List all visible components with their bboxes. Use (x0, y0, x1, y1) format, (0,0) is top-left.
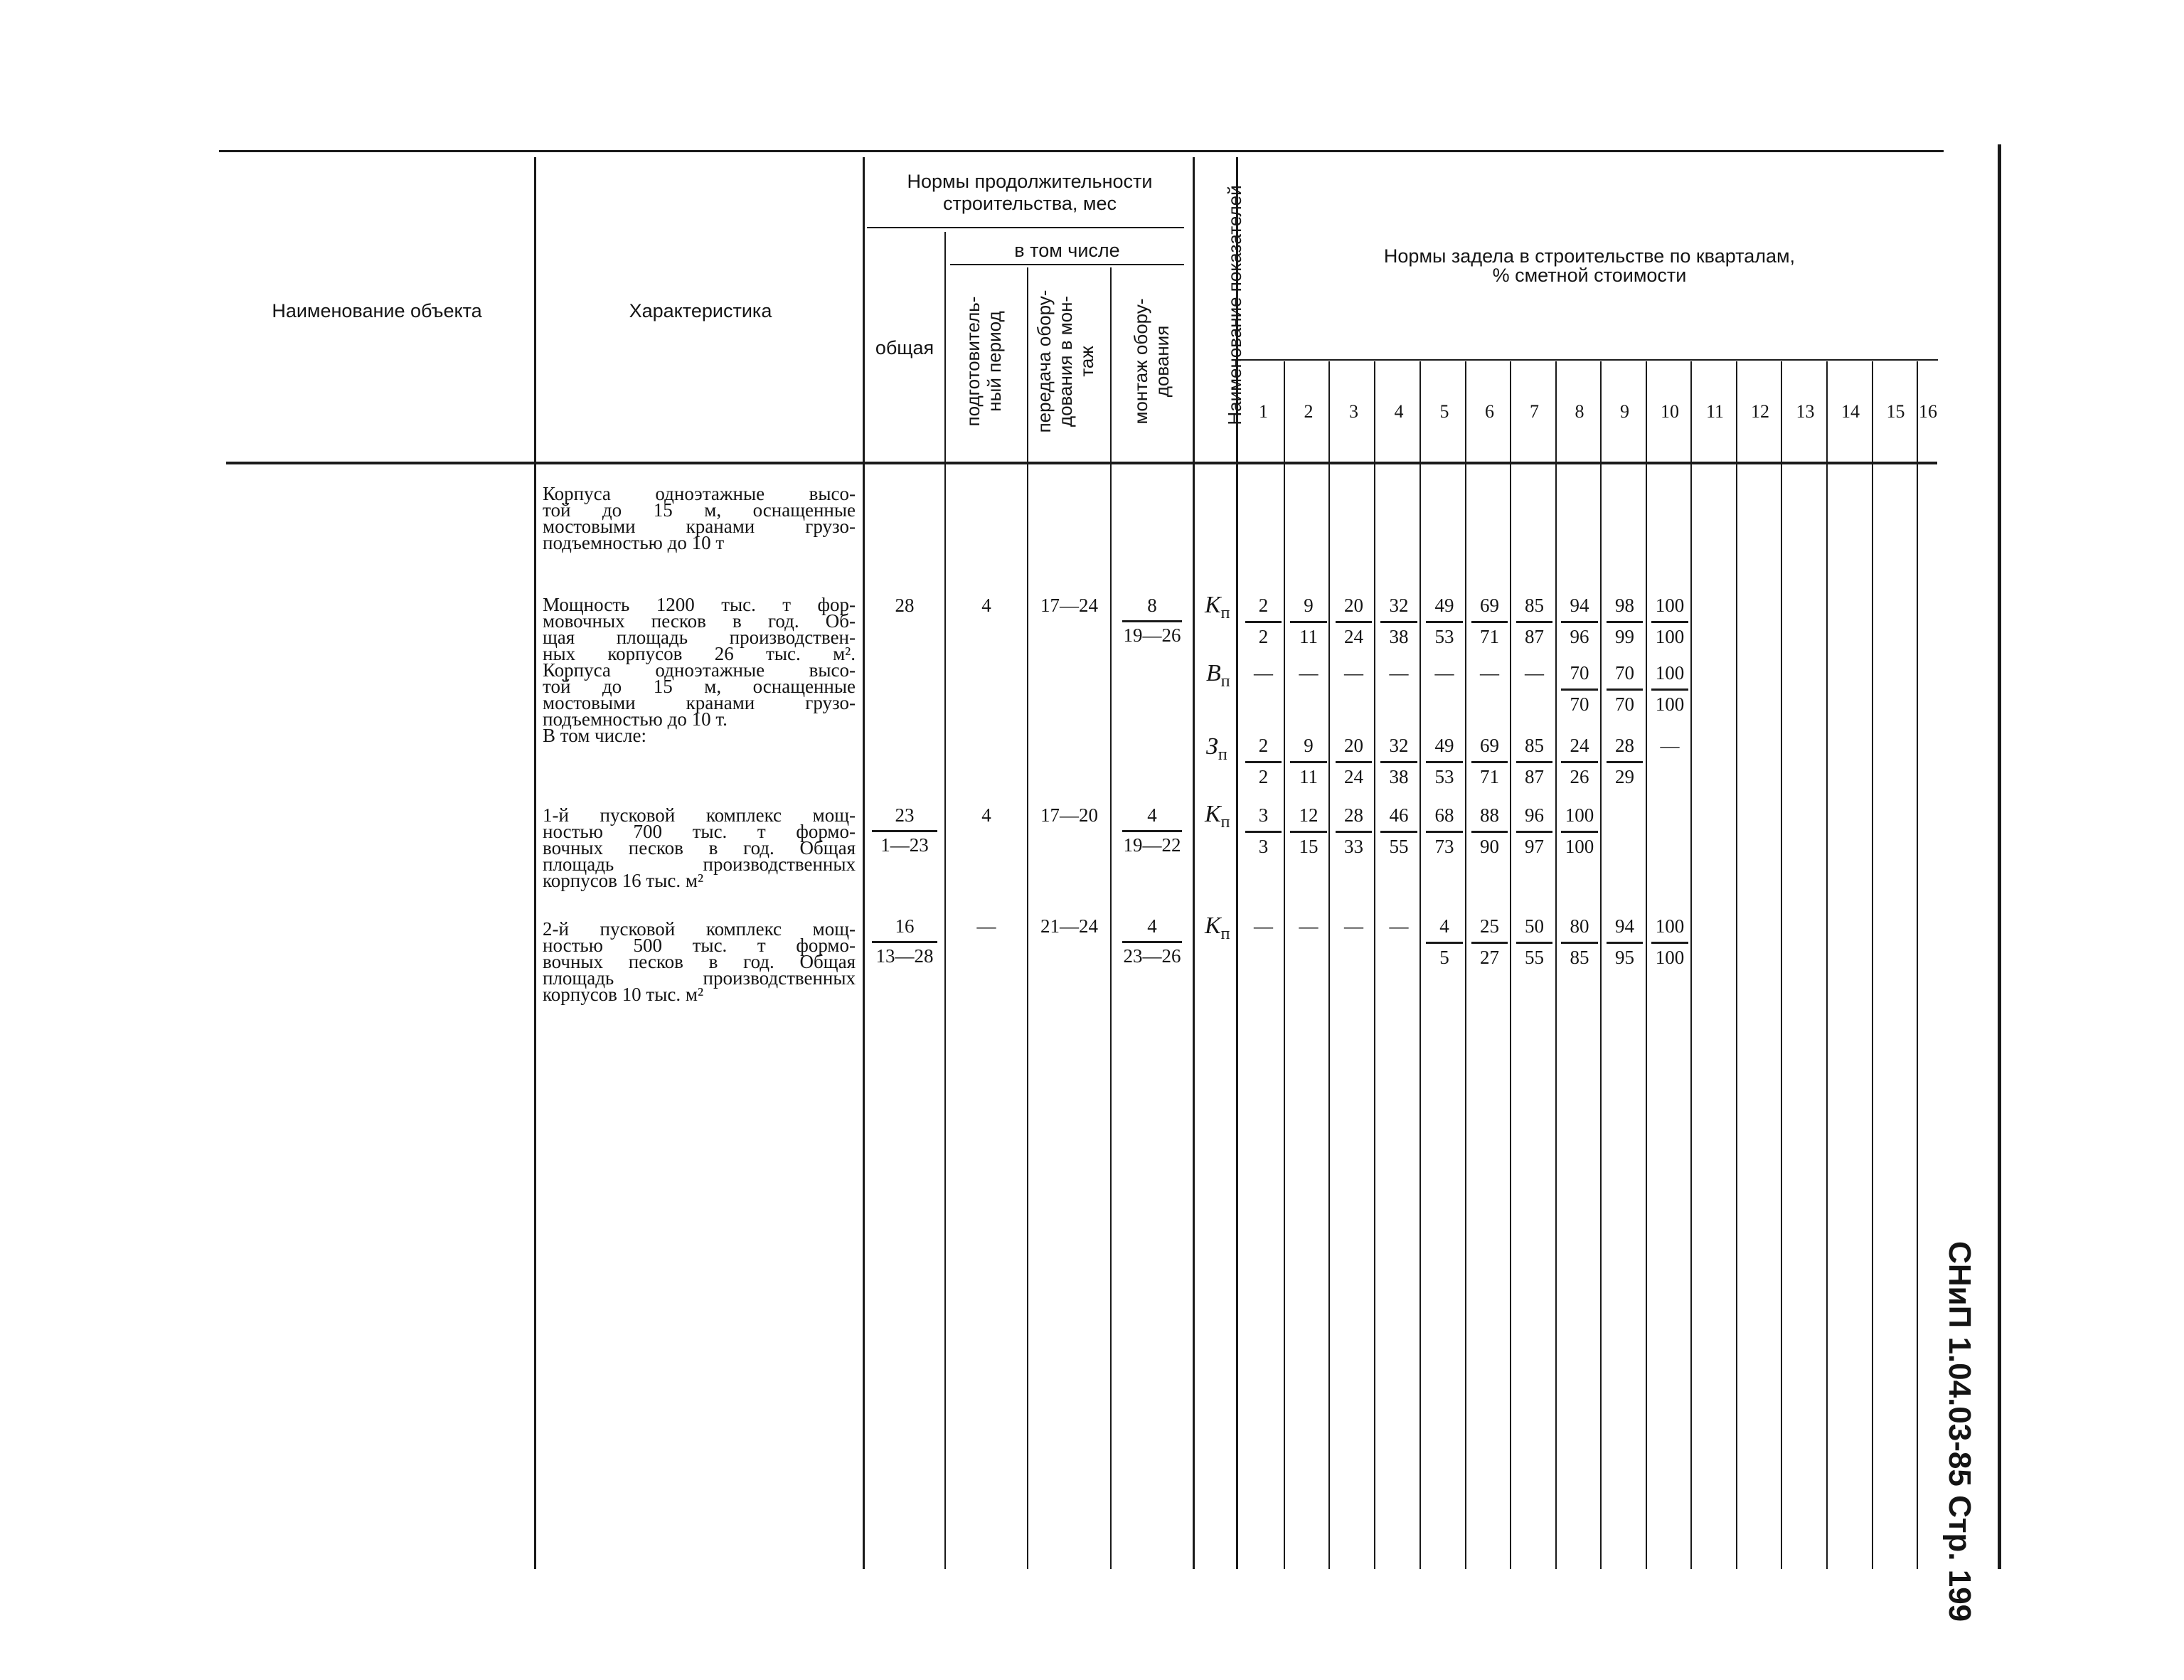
backlog-value: 25 (1480, 915, 1499, 937)
backlog-value: 100 (1655, 595, 1685, 616)
duration-transfer: 21—24 (1040, 915, 1098, 937)
duration-install-rule (1122, 830, 1182, 832)
quarter-number: 2 (1304, 401, 1314, 422)
backlog-value: 98 (1615, 595, 1634, 616)
header-including: в том числе (1014, 240, 1120, 261)
fraction-rule (1290, 761, 1327, 763)
duration-prep: 4 (981, 595, 991, 616)
fraction-rule (1651, 689, 1688, 691)
duration-install-sub: 23—26 (1123, 945, 1181, 967)
fraction-rule (1245, 831, 1282, 833)
backlog-value: 12 (1299, 804, 1319, 826)
backlog-value-cumulative: 38 (1389, 626, 1409, 647)
backlog-value: 9 (1304, 735, 1314, 756)
indicator-kp: $К_п$ (1205, 801, 1230, 831)
backlog-value: — (1389, 662, 1409, 684)
backlog-value: 49 (1434, 735, 1454, 756)
backlog-value: — (1254, 915, 1273, 937)
duration-total-rule (872, 941, 937, 943)
backlog-value: 70 (1570, 662, 1589, 684)
fraction-rule (1245, 761, 1282, 763)
backlog-value-cumulative: 100 (1565, 836, 1594, 857)
backlog-value-cumulative: 33 (1344, 836, 1363, 857)
backlog-value: 68 (1434, 804, 1454, 826)
fraction-rule (1607, 689, 1643, 691)
backlog-value-cumulative: 29 (1615, 766, 1634, 787)
header-duration-norms-1: Нормы продолжительности (907, 171, 1153, 192)
quarter-number: 14 (1841, 401, 1860, 422)
backlog-value: 94 (1615, 915, 1634, 937)
duration-total-sub: 13—28 (875, 945, 934, 967)
backlog-value: — (1344, 662, 1363, 684)
fraction-rule (1380, 621, 1417, 623)
fraction-rule (1471, 761, 1508, 763)
header-transfer: передача обору- дования в мон- таж (1033, 289, 1097, 433)
desc-block-general: Корпуса одноэтажные высо- той до 15 м, оснащенные мостовыми кранами грузо- подъемностью до 10 т (543, 483, 856, 553)
right-frame-rule (1998, 144, 2001, 1569)
duration-group-rule (867, 227, 1184, 228)
quarter-col-rule (1872, 361, 1873, 1569)
backlog-value: — (1660, 735, 1680, 756)
header-backlog-norms-2: % сметной стоимости (1492, 265, 1687, 286)
indicator-kp: $К_п$ (1205, 592, 1230, 622)
backlog-value-cumulative: 55 (1389, 836, 1409, 857)
backlog-value-cumulative: 70 (1615, 693, 1634, 715)
desc-block-main: Мощность 1200 тыс. т фор- мовочных песков в год. Об- щая площадь производствен- ных корпусов 26 тыс. м². Корпуса одноэтажные высо- той до 15 м, оснащенные мостовыми кранами грузо- подъемностью до 10 т. В том числе: (543, 594, 856, 746)
col-rule-characteristic (863, 157, 865, 1569)
backlog-value: 85 (1525, 735, 1544, 756)
indicator-vp: $В_п$ (1206, 660, 1230, 691)
backlog-value: — (1525, 662, 1544, 684)
col-rule-install (1193, 157, 1195, 1569)
quarter-number: 12 (1751, 401, 1769, 422)
quarter-number: 3 (1349, 401, 1358, 422)
backlog-value-cumulative: 24 (1344, 766, 1363, 787)
quarter-col-rule (1328, 361, 1330, 1569)
fraction-rule (1516, 831, 1552, 833)
backlog-value: 96 (1525, 804, 1544, 826)
quarter-col-rule (1736, 361, 1737, 1569)
backlog-value-cumulative: 85 (1570, 947, 1589, 968)
backlog-value: — (1299, 915, 1319, 937)
fraction-rule (1426, 761, 1463, 763)
backlog-value-cumulative: 5 (1439, 947, 1449, 968)
header-object-name: Наименование объекта (272, 300, 482, 321)
backlog-value-cumulative: 11 (1299, 766, 1318, 787)
duration-install: 8 (1147, 595, 1157, 616)
backlog-value: 20 (1344, 735, 1363, 756)
fraction-rule (1561, 621, 1598, 623)
fraction-rule (1516, 621, 1552, 623)
fraction-rule (1516, 761, 1552, 763)
fraction-rule (1651, 621, 1688, 623)
fraction-rule (1561, 761, 1598, 763)
backlog-value: 24 (1570, 735, 1589, 756)
desc-block-complex-1: 1-й пусковой комплекс мощ- ностью 700 тыс. т формо- вочных песков в год. Общая площадь производственных корпусов 16 тыс. м² (543, 804, 856, 891)
quarter-number: 9 (1620, 401, 1629, 422)
backlog-value-cumulative: 95 (1615, 947, 1634, 968)
backlog-value: — (1480, 662, 1499, 684)
backlog-value-cumulative: 100 (1655, 947, 1685, 968)
backlog-value: 28 (1615, 735, 1634, 756)
backlog-value: — (1389, 915, 1409, 937)
duration-install-rule (1122, 941, 1182, 943)
backlog-value: 69 (1480, 595, 1499, 616)
backlog-value-cumulative: 53 (1434, 626, 1454, 647)
fraction-rule (1516, 942, 1552, 944)
backlog-value-cumulative: 55 (1525, 947, 1544, 968)
backlog-value: 2 (1258, 595, 1269, 616)
backlog-value: 85 (1525, 595, 1544, 616)
fraction-rule (1561, 942, 1598, 944)
backlog-value-cumulative: 11 (1299, 626, 1318, 647)
fraction-rule (1336, 621, 1372, 623)
backlog-value: — (1344, 915, 1363, 937)
backlog-value-cumulative: 15 (1299, 836, 1319, 857)
quarter-col-rule (1781, 361, 1782, 1569)
fraction-rule (1607, 942, 1643, 944)
backlog-value: 100 (1655, 662, 1685, 684)
header-installation: монтаж обору- дования (1130, 298, 1173, 425)
backlog-value: 80 (1570, 915, 1589, 937)
fraction-rule (1561, 831, 1598, 833)
duration-transfer: 17—24 (1040, 595, 1098, 616)
backlog-value-cumulative: 100 (1655, 626, 1685, 647)
backlog-value: 3 (1258, 804, 1269, 826)
backlog-value: 50 (1525, 915, 1544, 937)
duration-prep: 4 (981, 804, 991, 826)
fraction-rule (1607, 761, 1643, 763)
backlog-value: 32 (1389, 595, 1409, 616)
backlog-value-cumulative: 71 (1480, 766, 1499, 787)
quarter-number: 11 (1705, 401, 1725, 422)
header-characteristic: Характеристика (629, 300, 772, 321)
fraction-rule (1471, 942, 1508, 944)
duration-total: 23 (895, 804, 915, 826)
duration-install-sub: 19—26 (1123, 624, 1181, 646)
fraction-rule (1380, 761, 1417, 763)
backlog-value: 20 (1344, 595, 1363, 616)
backlog-value-cumulative: 73 (1434, 836, 1454, 857)
quarters-group-rule (1241, 359, 1938, 361)
fraction-rule (1561, 689, 1598, 691)
quarter-number: 13 (1796, 401, 1815, 422)
backlog-value: 100 (1655, 915, 1685, 937)
duration-prep: — (976, 915, 996, 937)
quarter-number: 8 (1575, 401, 1584, 422)
quarter-col-rule (1419, 361, 1421, 1569)
col-rule-total (944, 232, 946, 1569)
backlog-value: 49 (1434, 595, 1454, 616)
quarter-number: 6 (1485, 401, 1494, 422)
fraction-rule (1290, 621, 1327, 623)
quarter-number: 4 (1394, 401, 1404, 422)
backlog-value: — (1299, 662, 1319, 684)
backlog-value-cumulative: 97 (1525, 836, 1544, 857)
fraction-rule (1426, 831, 1463, 833)
backlog-value-cumulative: 100 (1655, 693, 1685, 715)
backlog-value: 32 (1389, 735, 1409, 756)
backlog-value: 9 (1304, 595, 1314, 616)
fraction-rule (1336, 831, 1372, 833)
backlog-value-cumulative: 24 (1344, 626, 1363, 647)
quarter-number: 10 (1661, 401, 1679, 422)
duration-install-sub: 19—22 (1123, 834, 1181, 856)
backlog-value-cumulative: 90 (1480, 836, 1499, 857)
duration-total: 28 (895, 595, 915, 616)
indicator-kp: $К_п$ (1205, 913, 1230, 943)
quarter-number: 1 (1259, 401, 1268, 422)
backlog-value: 2 (1258, 735, 1269, 756)
fraction-rule (1336, 761, 1372, 763)
fraction-rule (1471, 831, 1508, 833)
header-preparatory: подготовитель- ный период (962, 296, 1005, 427)
backlog-value: 4 (1439, 915, 1449, 937)
backlog-value-cumulative: 2 (1258, 626, 1269, 647)
desc-block-complex-2: 2-й пусковой комплекс мощ- ностью 500 тыс. т формо- вочных песков в год. Общая площадь производственных корпусов 10 тыс. м² (543, 918, 856, 1005)
fraction-rule (1245, 621, 1282, 623)
duration-total: 16 (895, 915, 915, 937)
fraction-rule (1651, 942, 1688, 944)
duration-total-rule (872, 830, 937, 832)
backlog-value: 100 (1565, 804, 1594, 826)
backlog-value-cumulative: 87 (1525, 626, 1544, 647)
quarter-number: 15 (1886, 401, 1905, 422)
backlog-value: 28 (1344, 804, 1363, 826)
quarter-number: 16 (1919, 401, 1937, 422)
duration-total-sub: 1—23 (880, 834, 929, 856)
quarter-col-rule (1917, 361, 1918, 1569)
backlog-value: 70 (1615, 662, 1634, 684)
header-duration-norms-2: строительства, мес (943, 193, 1117, 214)
backlog-value-cumulative: 26 (1570, 766, 1589, 787)
backlog-value: 46 (1389, 804, 1409, 826)
backlog-value-cumulative: 71 (1480, 626, 1499, 647)
backlog-value-cumulative: 27 (1480, 947, 1499, 968)
backlog-value-cumulative: 70 (1570, 693, 1589, 715)
fraction-rule (1426, 942, 1463, 944)
fraction-rule (1471, 621, 1508, 623)
backlog-value-cumulative: 87 (1525, 766, 1544, 787)
backlog-value-cumulative: 2 (1258, 766, 1269, 787)
duration-install: 4 (1147, 915, 1157, 937)
document-footer: СНиП 1.04.03-85 Стр. 199 (1942, 1241, 1977, 1622)
backlog-value-cumulative: 38 (1389, 766, 1409, 787)
quarter-number: 7 (1530, 401, 1539, 422)
backlog-value-cumulative: 53 (1434, 766, 1454, 787)
quarter-col-rule (1374, 361, 1375, 1569)
backlog-value-cumulative: 96 (1570, 626, 1589, 647)
backlog-value: — (1434, 662, 1454, 684)
col-rule-object (534, 157, 536, 1569)
duration-install-rule (1122, 620, 1182, 622)
header-backlog-norms-1: Нормы задела в строительстве по кварталам, (1383, 245, 1796, 267)
backlog-value: 69 (1480, 735, 1499, 756)
header-indicator-name: Наименование показателей (1224, 185, 1245, 425)
fraction-rule (1426, 621, 1463, 623)
fraction-rule (1607, 621, 1643, 623)
fraction-rule (1290, 831, 1327, 833)
backlog-value-cumulative: 3 (1258, 836, 1269, 857)
duration-install: 4 (1147, 804, 1157, 826)
indicator-zp: $З_п$ (1206, 733, 1227, 764)
backlog-value: 94 (1570, 595, 1589, 616)
backlog-value: — (1254, 662, 1273, 684)
duration-transfer: 17—20 (1040, 804, 1098, 826)
including-group-rule (950, 264, 1184, 265)
header-total: общая (875, 337, 934, 358)
fraction-rule (1380, 831, 1417, 833)
quarter-number: 5 (1439, 401, 1449, 422)
backlog-value: 88 (1480, 804, 1499, 826)
quarter-col-rule (1826, 361, 1828, 1569)
top-rule (219, 150, 1944, 152)
quarter-col-rule (1284, 361, 1285, 1569)
backlog-value-cumulative: 99 (1615, 626, 1634, 647)
header-bottom-rule (226, 462, 1937, 464)
